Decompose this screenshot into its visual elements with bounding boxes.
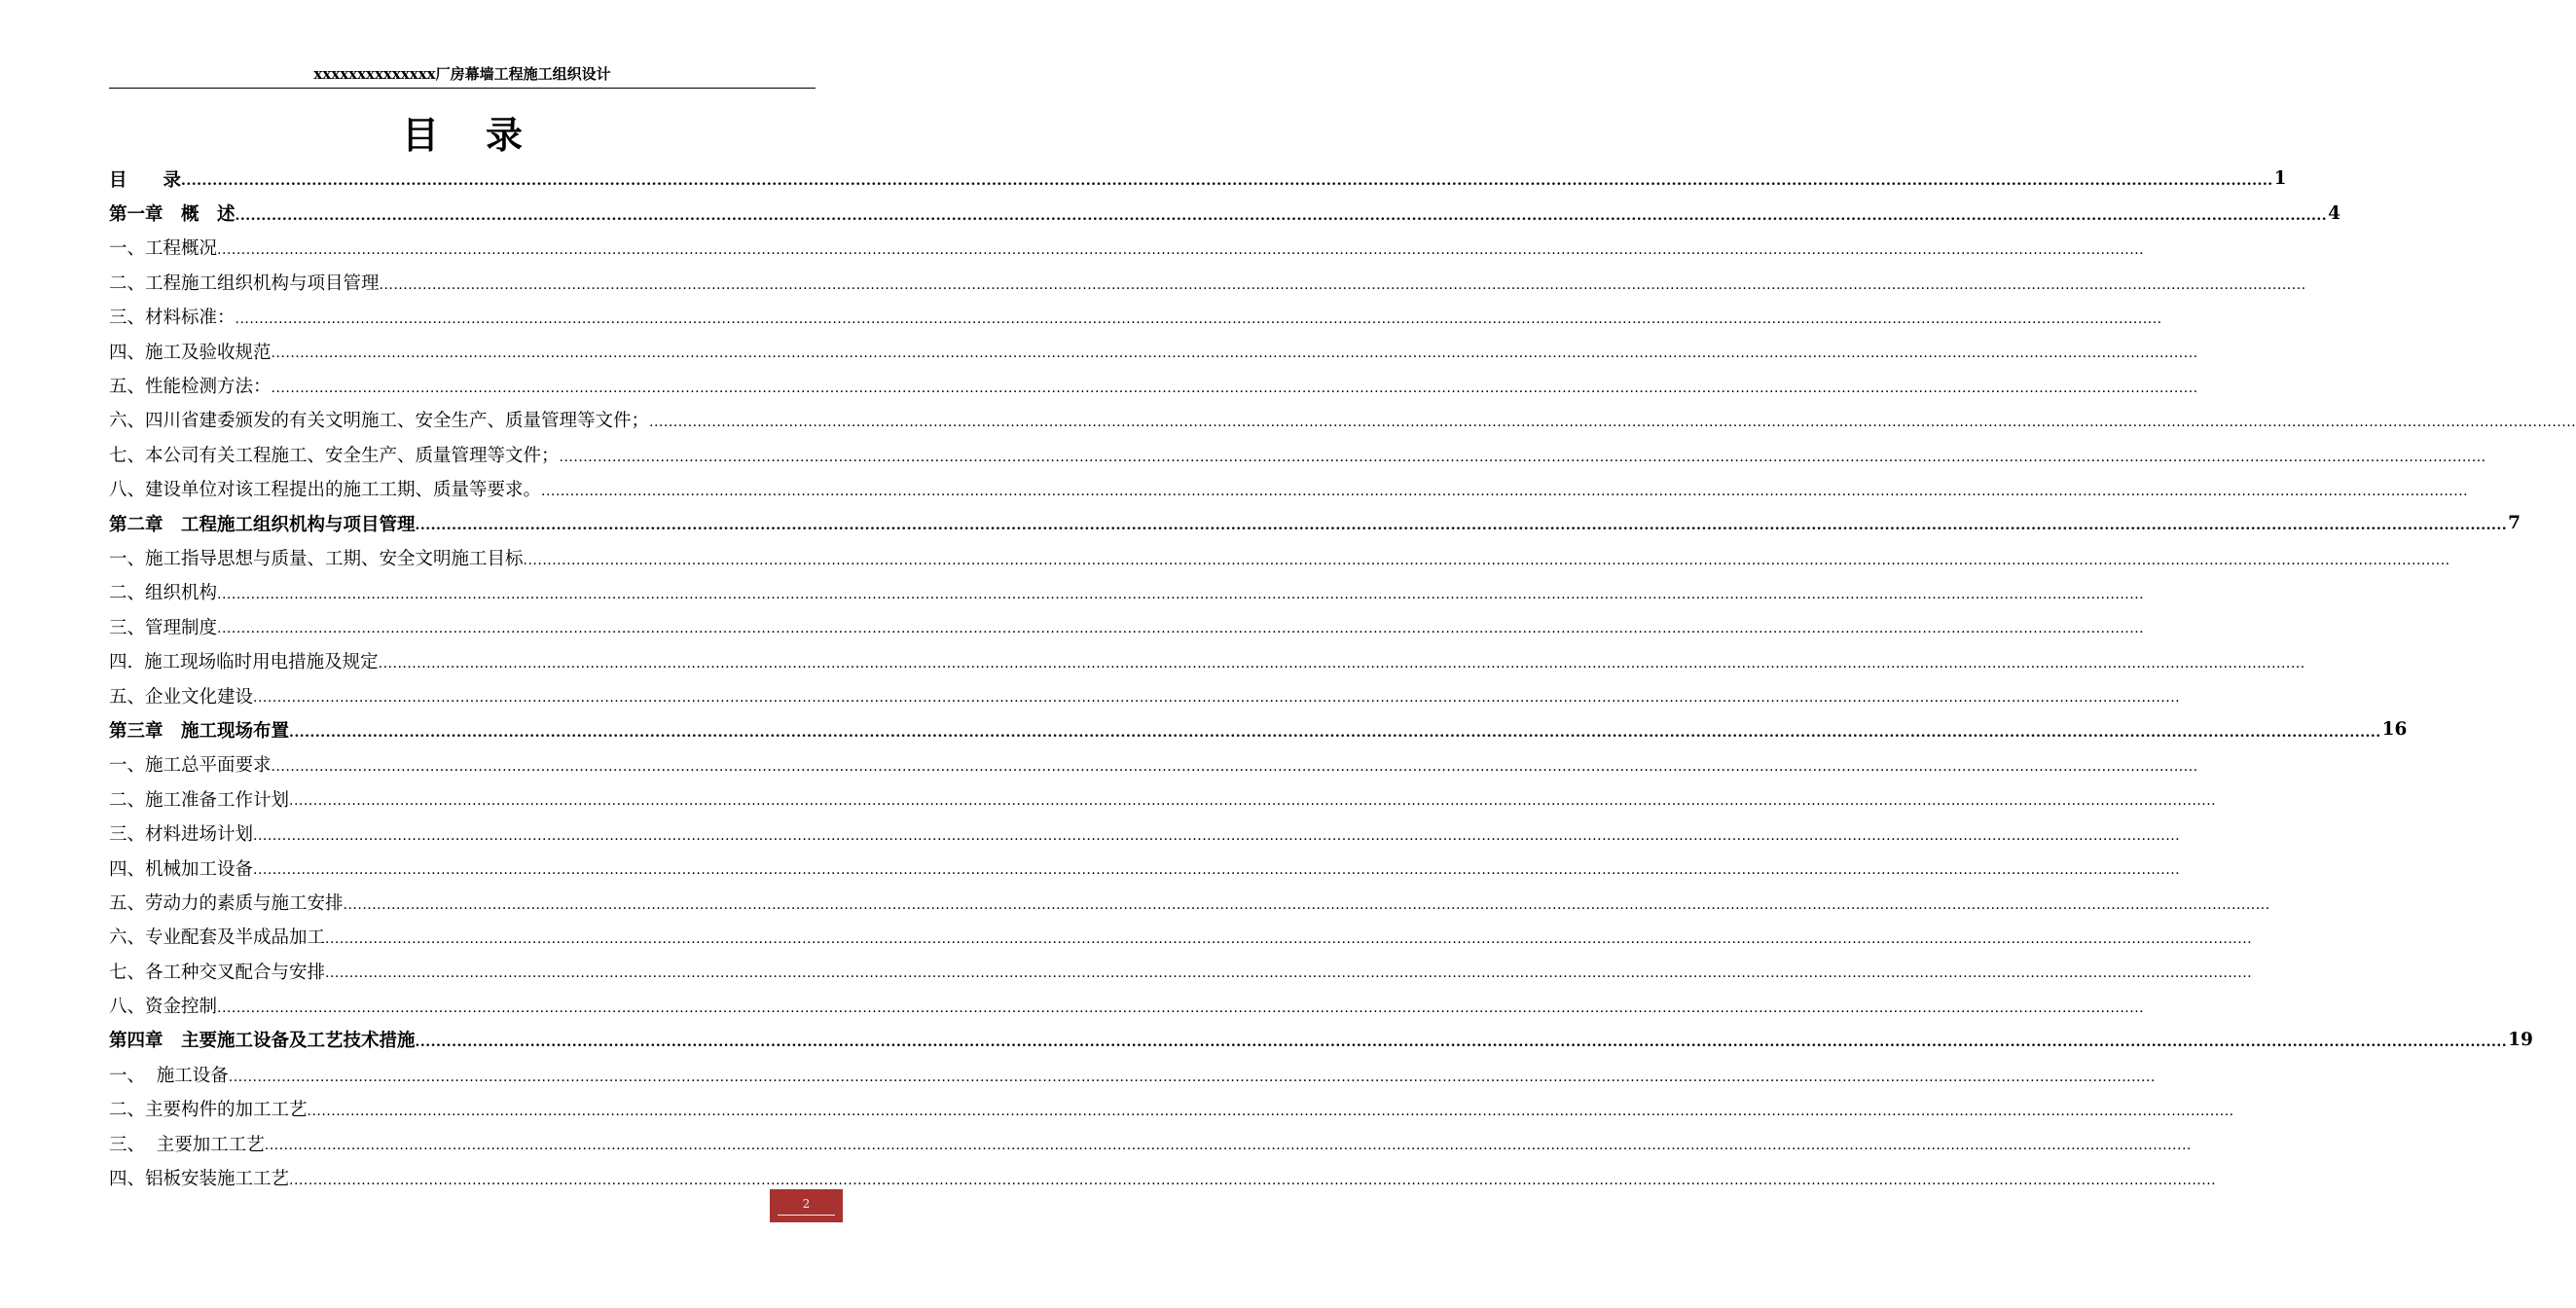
table-of-contents (109, 162, 2576, 1195)
toc-chapter-entry[interactable] (109, 196, 2340, 230)
toc-entry-page: 16 (2381, 719, 2408, 741)
toc-section-entry[interactable] (109, 540, 2450, 574)
toc-entry-label: 一、施工总平面要求 (109, 755, 272, 777)
toc-section-entry[interactable] (109, 334, 2198, 368)
toc-section-entry[interactable] (109, 231, 2145, 265)
page-number-underline (778, 1215, 835, 1216)
toc-dot-leader: ................................................................................................................................................................................................................................................................................................................................................................................................................ (217, 242, 2145, 259)
toc-chapter-entry[interactable] (109, 506, 2521, 540)
toc-entry-label: 八、建设单位对该工程提出的施工工期、质量等要求。 (109, 480, 542, 501)
toc-dot-leader: ................................................................................................................................................................................................................................................................................................................................................................................................................ (264, 1138, 2192, 1154)
toc-entry-label: 七、本公司有关工程施工、安全生产、质量管理等文件； (109, 445, 560, 466)
toc-entry-label: 一、施工指导思想与质量、工期、安全文明施工目标 (109, 548, 524, 569)
toc-entry-label: 四、铝板安装施工工艺 (109, 1169, 290, 1190)
page-number: 2 (802, 1197, 811, 1211)
toc-entry-page: 7 (2508, 513, 2521, 534)
toc-section-entry[interactable] (109, 988, 2145, 1022)
toc-section-entry[interactable] (109, 1160, 2217, 1194)
toc-dot-leader: ................................................................................................................................................................................................................................................................................................................................................................................................................ (253, 827, 2181, 844)
toc-section-entry[interactable] (109, 609, 2145, 643)
toc-dot-leader: ................................................................................................................................................................................................................................................................................................................................................................................................................ (289, 793, 2217, 810)
toc-section-entry[interactable] (109, 851, 2181, 885)
page-header: xxxxxxxxxxxxxx厂房幕墙工程施工组织设计 (313, 65, 611, 83)
toc-entry-page: 19 (2508, 1029, 2533, 1050)
toc-dot-leader: ................................................................................................................................................................................................................................................................................................................................................................................................................ (271, 759, 2198, 776)
toc-entry-label: 六、专业配套及半成品加工 (109, 927, 326, 949)
toc-dot-leader: ................................................................................................................................................................................................................................................................................................................................................................................................................ (235, 207, 2328, 224)
toc-chapter-entry[interactable] (109, 1023, 2533, 1057)
toc-section-entry[interactable] (109, 885, 2270, 919)
toc-dot-leader: ................................................................................................................................................................................................................................................................................................................................................................................................................ (253, 690, 2181, 707)
toc-dot-leader: ................................................................................................................................................................................................................................................................................................................................................................................................................ (253, 862, 2181, 879)
toc-dot-leader: ................................................................................................................................................................................................................................................................................................................................................................................................................ (649, 415, 2576, 431)
toc-section-entry[interactable] (109, 954, 2253, 988)
toc-chapter-entry[interactable] (109, 712, 2408, 746)
toc-dot-leader: ................................................................................................................................................................................................................................................................................................................................................................................................................ (415, 1035, 2508, 1051)
toc-dot-leader: ................................................................................................................................................................................................................................................................................................................................................................................................................ (379, 276, 2306, 293)
toc-entry-label: 二、工程施工组织机构与项目管理 (109, 272, 380, 294)
toc-entry-label: 三、材料进场计划 (109, 824, 254, 846)
toc-section-entry[interactable] (109, 920, 2253, 954)
toc-section-entry[interactable] (109, 781, 2217, 816)
toc-section-entry[interactable] (109, 816, 2181, 850)
toc-entry-label: 第四章 主要施工设备及工艺技术措施 (109, 1031, 416, 1052)
toc-entry-label: 四、机械加工设备 (109, 858, 254, 880)
toc-entry-label: 五、性能检测方法： (109, 377, 272, 398)
toc-dot-leader: ................................................................................................................................................................................................................................................................................................................................................................................................................ (228, 1069, 2156, 1085)
toc-dot-leader: ................................................................................................................................................................................................................................................................................................................................................................................................................ (325, 965, 2253, 982)
toc-section-entry[interactable] (109, 437, 2486, 471)
page-number-badge (770, 1189, 843, 1222)
toc-entry-label: 五、企业文化建设 (109, 686, 254, 708)
toc-entry-label: 第三章 施工现场布置 (109, 720, 290, 742)
toc-entry-label: 七、各工种交叉配合与安排 (109, 962, 326, 983)
toc-section-entry[interactable] (109, 368, 2198, 402)
toc-entry-label: 一、工程概况 (109, 238, 218, 260)
toc-section-entry[interactable] (109, 678, 2181, 712)
toc-dot-leader: ................................................................................................................................................................................................................................................................................................................................................................................................................ (289, 724, 2381, 741)
toc-dot-leader: ................................................................................................................................................................................................................................................................................................................................................................................................................ (181, 173, 2273, 190)
toc-dot-leader: ................................................................................................................................................................................................................................................................................................................................................................................................................ (271, 345, 2198, 362)
toc-entry-label: 三、材料标准： (109, 308, 236, 329)
toc-entry-label: 二、主要构件的加工工艺 (109, 1100, 308, 1121)
toc-dot-leader: ................................................................................................................................................................................................................................................................................................................................................................................................................ (217, 999, 2145, 1016)
toc-dot-leader: ................................................................................................................................................................................................................................................................................................................................................................................................................ (523, 552, 2450, 568)
toc-entry-label: 二、组织机构 (109, 583, 218, 604)
toc-dot-leader: ................................................................................................................................................................................................................................................................................................................................................................................................................ (343, 896, 2270, 913)
toc-section-entry[interactable] (109, 643, 2305, 677)
toc-entry-label: 目 录 (109, 169, 182, 191)
header-rule (109, 88, 816, 89)
toc-dot-leader: ................................................................................................................................................................................................................................................................................................................................................................................................................ (217, 621, 2145, 637)
toc-entry-label: 二、施工准备工作计划 (109, 789, 290, 811)
toc-entry-label: 三、 主要加工工艺 (109, 1134, 265, 1155)
toc-entry-label: 一、 施工设备 (109, 1065, 229, 1086)
toc-entry-label: 第一章 概 述 (109, 204, 236, 226)
toc-chapter-entry[interactable] (109, 162, 2287, 196)
toc-dot-leader: ................................................................................................................................................................................................................................................................................................................................................................................................................ (378, 655, 2305, 672)
toc-section-entry[interactable] (109, 300, 2162, 334)
toc-dot-leader: ................................................................................................................................................................................................................................................................................................................................................................................................................ (217, 587, 2145, 603)
toc-section-entry[interactable] (109, 472, 2469, 506)
toc-section-entry[interactable] (109, 265, 2306, 299)
toc-entry-page: 4 (2328, 202, 2340, 224)
toc-entry-label: 五、劳动力的素质与施工安排 (109, 892, 344, 914)
toc-entry-label: 六、四川省建委颁发的有关文明施工、安全生产、质量管理等文件； (109, 411, 650, 432)
toc-dot-leader: ................................................................................................................................................................................................................................................................................................................................................................................................................ (559, 449, 2486, 465)
toc-entry-label: 四. 施工现场临时用电措施及规定 (109, 652, 379, 673)
toc-section-entry[interactable] (109, 747, 2198, 781)
toc-entry-label: 三、管理制度 (109, 617, 218, 638)
toc-entry-page: 1 (2273, 168, 2287, 190)
toc-dot-leader: ................................................................................................................................................................................................................................................................................................................................................................................................................ (325, 930, 2253, 947)
toc-dot-leader: ................................................................................................................................................................................................................................................................................................................................................................................................................ (235, 310, 2162, 327)
toc-section-entry[interactable] (109, 575, 2145, 609)
toc-title: 目录 (401, 113, 569, 157)
toc-dot-leader: ................................................................................................................................................................................................................................................................................................................................................................................................................ (541, 483, 2469, 499)
toc-entry-label: 第二章 工程施工组织机构与项目管理 (109, 514, 416, 535)
toc-dot-leader: ................................................................................................................................................................................................................................................................................................................................................................................................................ (415, 518, 2508, 534)
toc-dot-leader: ................................................................................................................................................................................................................................................................................................................................................................................................................ (289, 1172, 2217, 1188)
toc-section-entry[interactable] (109, 1126, 2192, 1160)
toc-section-entry[interactable] (109, 1057, 2156, 1091)
toc-dot-leader: ................................................................................................................................................................................................................................................................................................................................................................................................................ (307, 1103, 2234, 1119)
toc-section-entry[interactable] (109, 403, 2576, 437)
toc-entry-label: 八、资金控制 (109, 997, 218, 1018)
toc-dot-leader: ................................................................................................................................................................................................................................................................................................................................................................................................................ (271, 380, 2198, 396)
toc-section-entry[interactable] (109, 1092, 2234, 1126)
toc-entry-label: 四、施工及验收规范 (109, 342, 272, 363)
